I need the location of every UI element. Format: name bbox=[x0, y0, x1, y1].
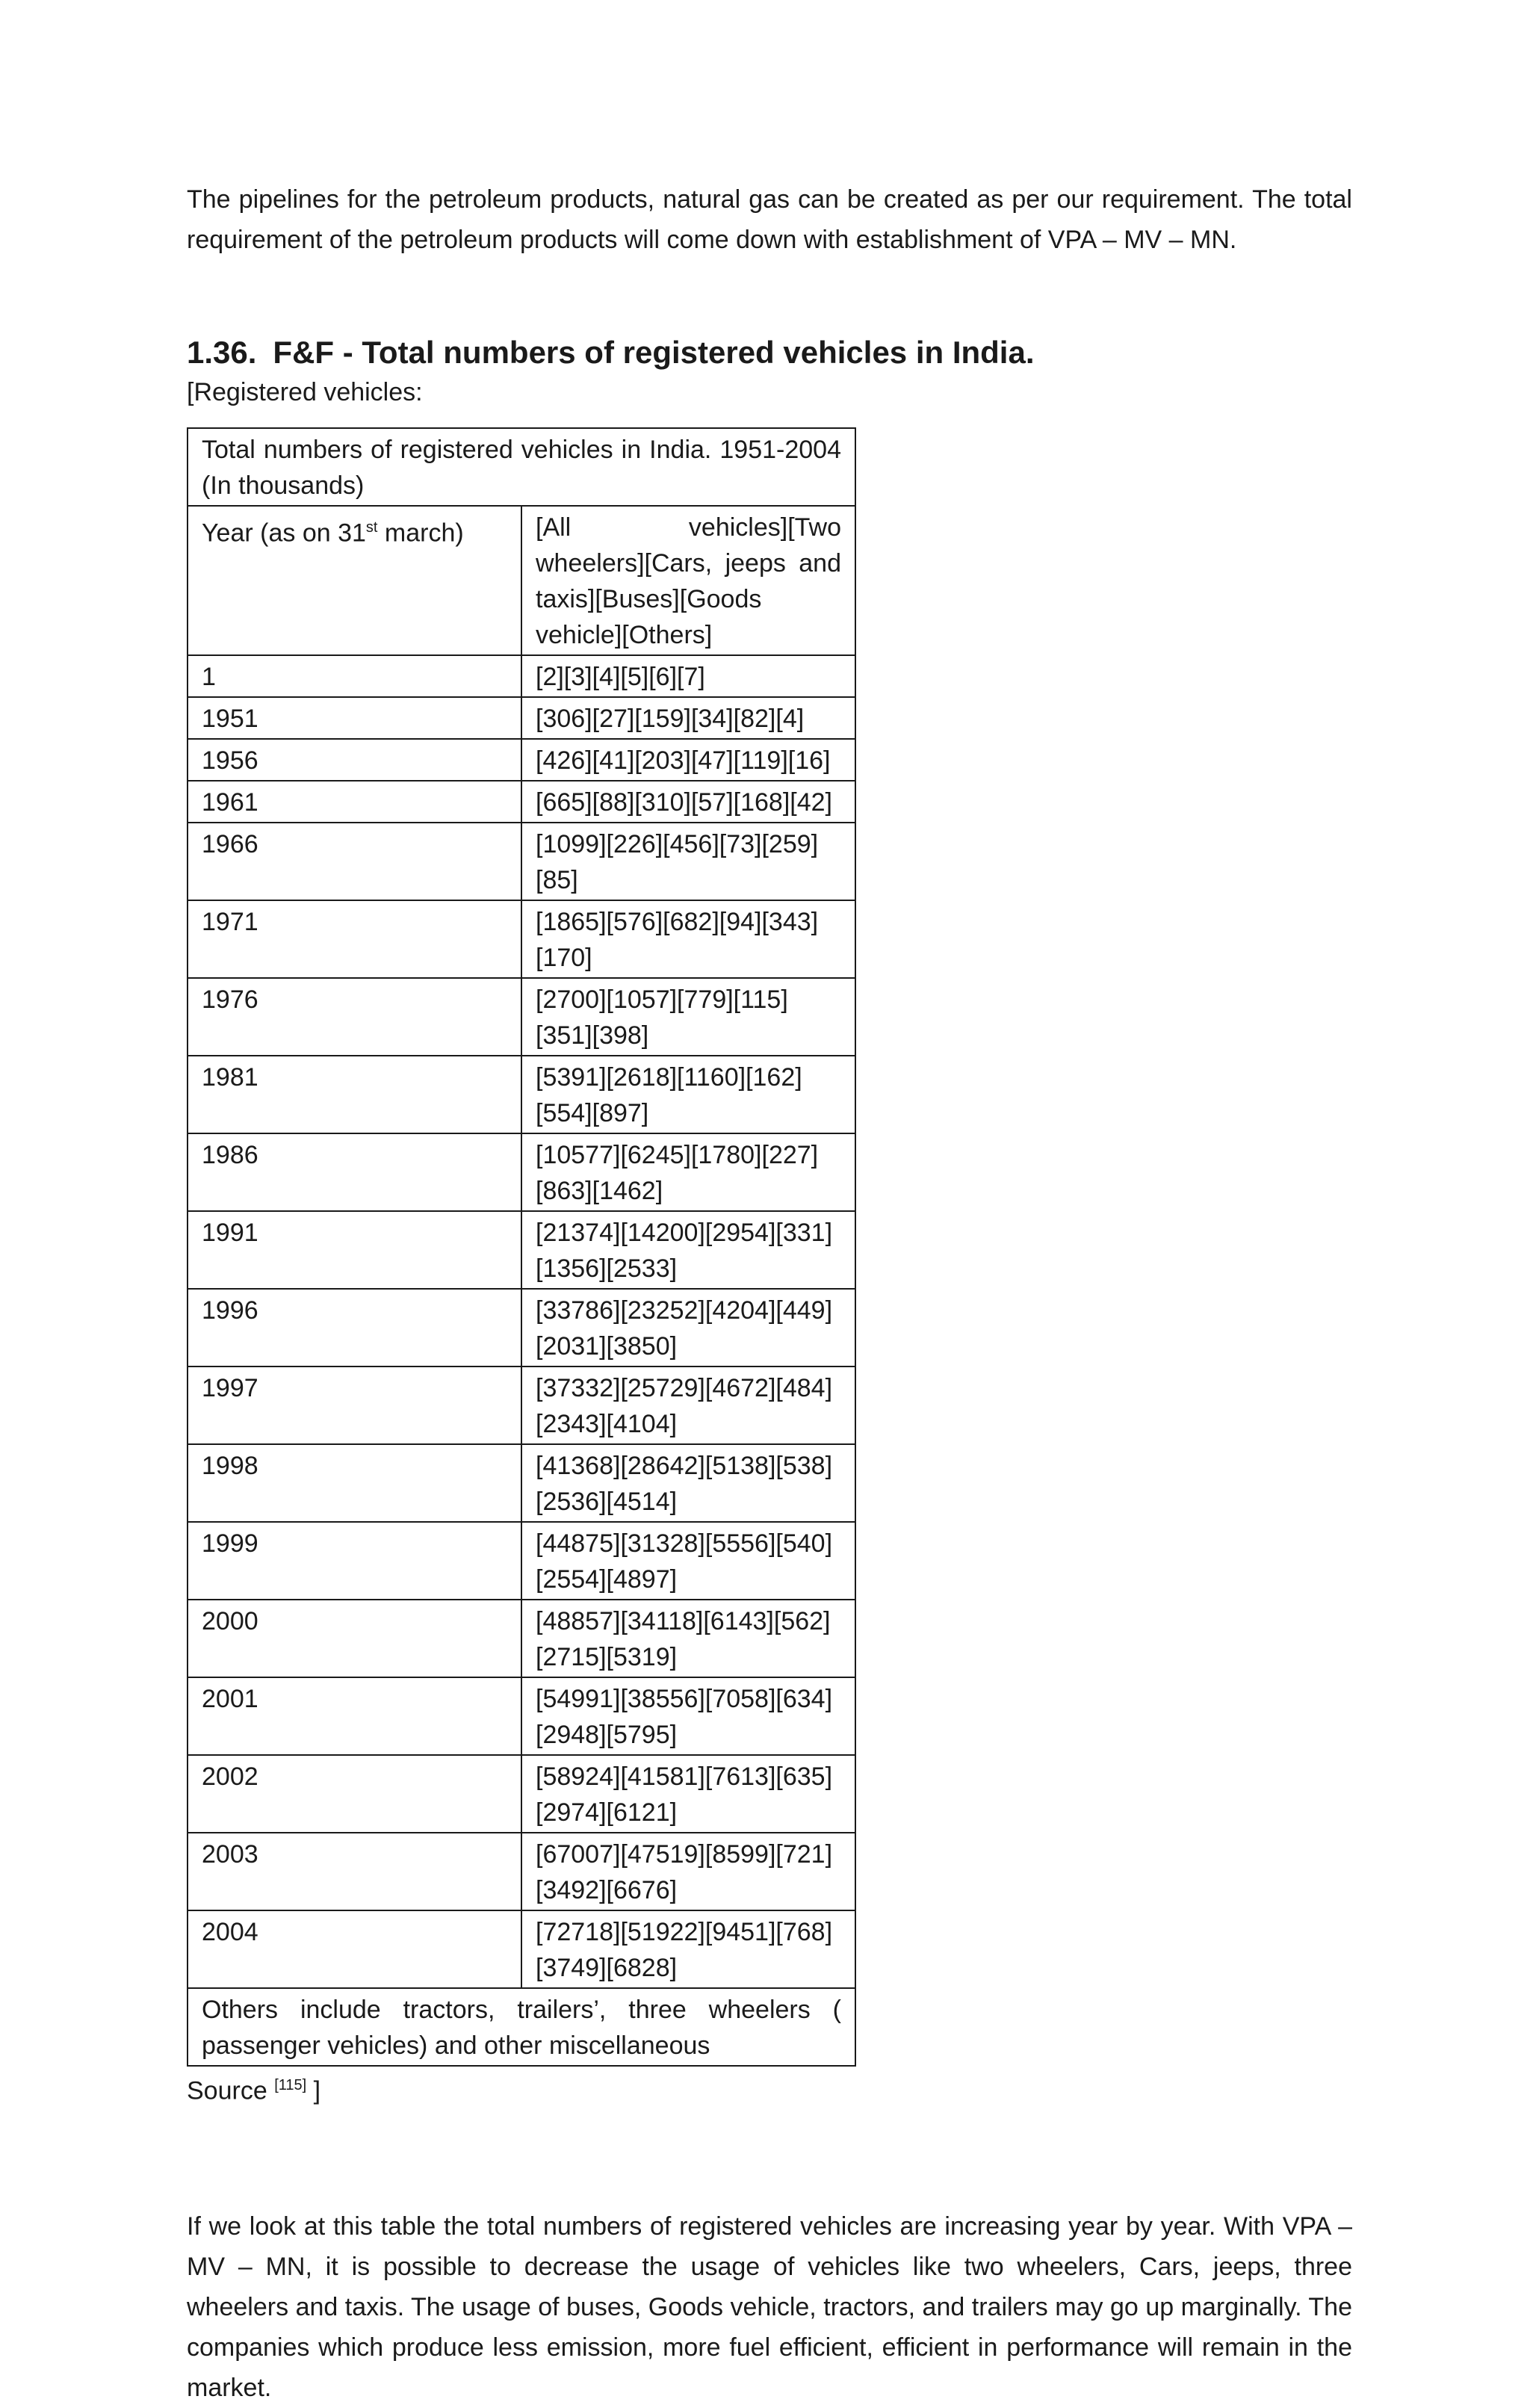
year-cell: 2001 bbox=[188, 1677, 521, 1755]
year-cell: 1999 bbox=[188, 1522, 521, 1600]
closing-paragraph: If we look at this table the total numbers of registered vehicles are increasing year by year. With VPA – MV – MN, it is possible to decrease the usage of vehicles like two wheelers, Cars, jeeps, three wheelers and taxis. The usage of buses, Goods vehicle, tractors, and trailers may go up marginally. The companies which produce less emission, more fuel efficient, efficient in performance will remain in the market. bbox=[187, 2212, 1352, 2403]
values-cell: [67007][47519][8599][721][3492][6676] bbox=[521, 1833, 855, 1910]
table-row bbox=[188, 1522, 855, 1600]
values-cell: [44875][31328][5556][540][2554][4897] bbox=[521, 1522, 855, 1600]
table-row bbox=[188, 1677, 855, 1755]
document-page bbox=[187, 179, 1352, 2408]
table-row bbox=[188, 781, 855, 823]
section-title: F&F - Total numbers of registered vehicles in India. bbox=[273, 335, 1035, 370]
values-cell: [48857][34118][6143][562][2715][5319] bbox=[521, 1600, 855, 1677]
table-row bbox=[188, 1910, 855, 1988]
values-cell: [5391][2618][1160][162][554][897] bbox=[521, 1056, 855, 1133]
values-cell: [665][88][310][57][168][42] bbox=[521, 781, 855, 823]
values-cell: [58924][41581][7613][635][2974][6121] bbox=[521, 1755, 855, 1833]
year-cell: 1997 bbox=[188, 1367, 521, 1444]
values-cell: [33786][23252][4204][449][2031][3850] bbox=[521, 1289, 855, 1367]
year-cell: 1998 bbox=[188, 1444, 521, 1522]
source-tail: ] bbox=[306, 2076, 321, 2105]
year-cell: 1986 bbox=[188, 1133, 521, 1211]
header-year-tail: march) bbox=[377, 519, 464, 548]
values-cell: [2700][1057][779][115][351][398] bbox=[521, 978, 855, 1056]
year-cell: 1956 bbox=[188, 739, 521, 781]
values-cell: [72718][51922][9451][768][3749][6828] bbox=[521, 1910, 855, 1988]
table-row bbox=[188, 697, 855, 739]
intro-paragraph: The pipelines for the petroleum products, natural gas can be created as per our requirement. The total requirement of the petroleum products will come down with establishment of VPA – MV – MN. bbox=[187, 185, 1352, 254]
header-year-sup: st bbox=[365, 519, 378, 536]
source-line bbox=[187, 2067, 1352, 2109]
header-values: [All vehicles][Two wheelers][Cars, jeeps and taxis][Buses][Goods vehicle][Others] bbox=[521, 506, 855, 655]
year-cell: 1961 bbox=[188, 781, 521, 823]
values-cell: [306][27][159][34][82][4] bbox=[521, 697, 855, 739]
values-cell: [10577][6245][1780][227][863][1462] bbox=[521, 1133, 855, 1211]
year-cell: 1966 bbox=[188, 823, 521, 900]
table-row bbox=[188, 1755, 855, 1833]
year-cell: 1976 bbox=[188, 978, 521, 1056]
table-row bbox=[188, 1367, 855, 1444]
section-heading bbox=[187, 332, 1352, 374]
table-row bbox=[188, 1289, 855, 1367]
year-cell: 1996 bbox=[188, 1289, 521, 1367]
values-cell: [54991][38556][7058][634][2948][5795] bbox=[521, 1677, 855, 1755]
header-year-text: Year (as on 31 bbox=[202, 519, 366, 548]
table-row bbox=[188, 1600, 855, 1677]
values-cell: [426][41][203][47][119][16] bbox=[521, 739, 855, 781]
table-row bbox=[188, 823, 855, 900]
table-footnote: Others include tractors, trailers’, three wheelers ( passenger vehicles) and other miscellaneous bbox=[188, 1988, 855, 2066]
table-row bbox=[188, 739, 855, 781]
year-cell: 1971 bbox=[188, 900, 521, 978]
table-caption-row bbox=[188, 428, 855, 506]
table-row bbox=[188, 978, 855, 1056]
table-row bbox=[188, 1444, 855, 1522]
section-number: 1.36. bbox=[187, 335, 257, 370]
values-cell: [1099][226][456][73][259][85] bbox=[521, 823, 855, 900]
table-footnote-row bbox=[188, 1988, 855, 2066]
vehicles-table bbox=[187, 427, 856, 2067]
table-row bbox=[188, 1211, 855, 1289]
values-cell: [1865][576][682][94][343][170] bbox=[521, 900, 855, 978]
values-cell: [41368][28642][5138][538][2536][4514] bbox=[521, 1444, 855, 1522]
source-label: Source bbox=[187, 2076, 275, 2105]
table-row bbox=[188, 1056, 855, 1133]
year-cell: 1 bbox=[188, 655, 521, 697]
year-cell: 2003 bbox=[188, 1833, 521, 1910]
year-cell: 1981 bbox=[188, 1056, 521, 1133]
table-row bbox=[188, 900, 855, 978]
table-row bbox=[188, 655, 855, 697]
year-cell: 1991 bbox=[188, 1211, 521, 1289]
year-cell: 1951 bbox=[188, 697, 521, 739]
section-subtitle: [Registered vehicles: bbox=[187, 378, 423, 406]
table-caption: Total numbers of registered vehicles in India. 1951-2004 (In thousands) bbox=[188, 428, 855, 506]
values-cell: [21374][14200][2954][331][1356][2533] bbox=[521, 1211, 855, 1289]
header-year bbox=[188, 506, 521, 655]
table-row bbox=[188, 1133, 855, 1211]
year-cell: 2004 bbox=[188, 1910, 521, 1988]
year-cell: 2000 bbox=[188, 1600, 521, 1677]
year-cell: 2002 bbox=[188, 1755, 521, 1833]
source-ref: [115] bbox=[274, 2077, 307, 2093]
table-row bbox=[188, 1833, 855, 1910]
values-cell: [37332][25729][4672][484][2343][4104] bbox=[521, 1367, 855, 1444]
table-header-row bbox=[188, 506, 855, 655]
values-cell: [2][3][4][5][6][7] bbox=[521, 655, 855, 697]
